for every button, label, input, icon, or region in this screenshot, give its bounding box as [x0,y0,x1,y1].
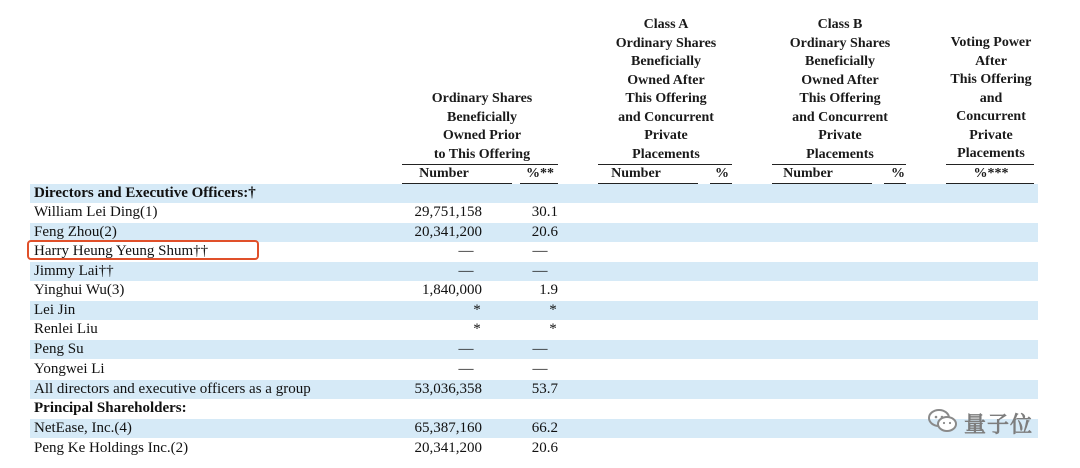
section-directors: Directors and Executive Officers:† [34,185,256,201]
table-row-pct: 20.6 [531,440,558,456]
table-row-name: Renlei Liu [34,321,98,337]
header-class-a: Class A Ordinary Shares Beneficially Owned After This Offering and Concurrent Private Placements [615,17,717,162]
table-row-number: 53,036,358 [414,381,482,397]
table-row-pct: — [532,361,548,377]
table-row-number: * [473,321,481,337]
subheader-class-b-pct: % [891,166,905,181]
table-row-name: Yinghui Wu(3) [34,282,125,298]
subheader-voting-pct: %*** [973,166,1009,181]
table-row-number: * [473,302,481,318]
header-voting: Voting Power After This Offering and Concurrent Private Placements [950,35,1032,161]
section-principal: Principal Shareholders: [34,400,187,416]
wechat-icon [928,408,958,439]
table-row-pct: — [532,243,548,259]
subheader-class-b-number: Number [783,166,833,181]
table-row-name: Jimmy Lai†† [34,263,114,279]
row-band [30,301,1038,320]
table-row-number: 20,341,200 [414,224,482,240]
subheader-class-a-number: Number [611,166,661,181]
table-row-pct: * [549,302,557,318]
table-row-pct: — [532,263,548,279]
table-row-number: — [458,243,474,259]
table-row-pct: 53.7 [531,381,558,397]
table-row-number: — [458,263,474,279]
watermark [928,408,1033,439]
table-row-pct: * [549,321,557,337]
table-row-pct: 1.9 [539,282,558,298]
subheader-class-a-pct: % [715,166,729,181]
header-class-b: Class B Ordinary Shares Beneficially Owned After This Offering and Concurrent Private Placements [789,17,891,162]
watermark-text: 量子位 [964,413,1034,438]
table-row-name: Harry Heung Yeung Shum†† [34,243,209,259]
table-row-pct: 66.2 [531,420,558,436]
table-row-number: — [458,361,474,377]
table-row-number: 1,840,000 [422,282,482,298]
table-row-name: William Lei Ding(1) [34,204,158,220]
table-row-name: Feng Zhou(2) [34,224,117,240]
subheader-prior-pct: %** [526,166,554,181]
header-prior: Ordinary Shares Beneficially Owned Prior to This Offering [431,91,533,162]
table-row-pct: 30.1 [531,204,558,220]
table-row-name: Yongwei Li [34,361,105,377]
table-row-name: NetEase, Inc.(4) [34,420,132,436]
table-row-name: All directors and executive officers as a group [34,381,311,397]
table-row-name: Peng Su [34,341,84,357]
table-row-number: 65,387,160 [414,420,482,436]
table-row-number: 20,341,200 [414,440,482,456]
table-row-number: 29,751,158 [414,204,482,220]
highlight-box [27,240,259,260]
subheader-prior-number: Number [419,166,469,181]
table-row-number: — [458,341,474,357]
table-row-pct: 20.6 [531,224,558,240]
table-row-name: Peng Ke Holdings Inc.(2) [34,440,189,456]
table-row-pct: — [532,341,548,357]
table-row-name: Lei Jin [34,302,76,318]
